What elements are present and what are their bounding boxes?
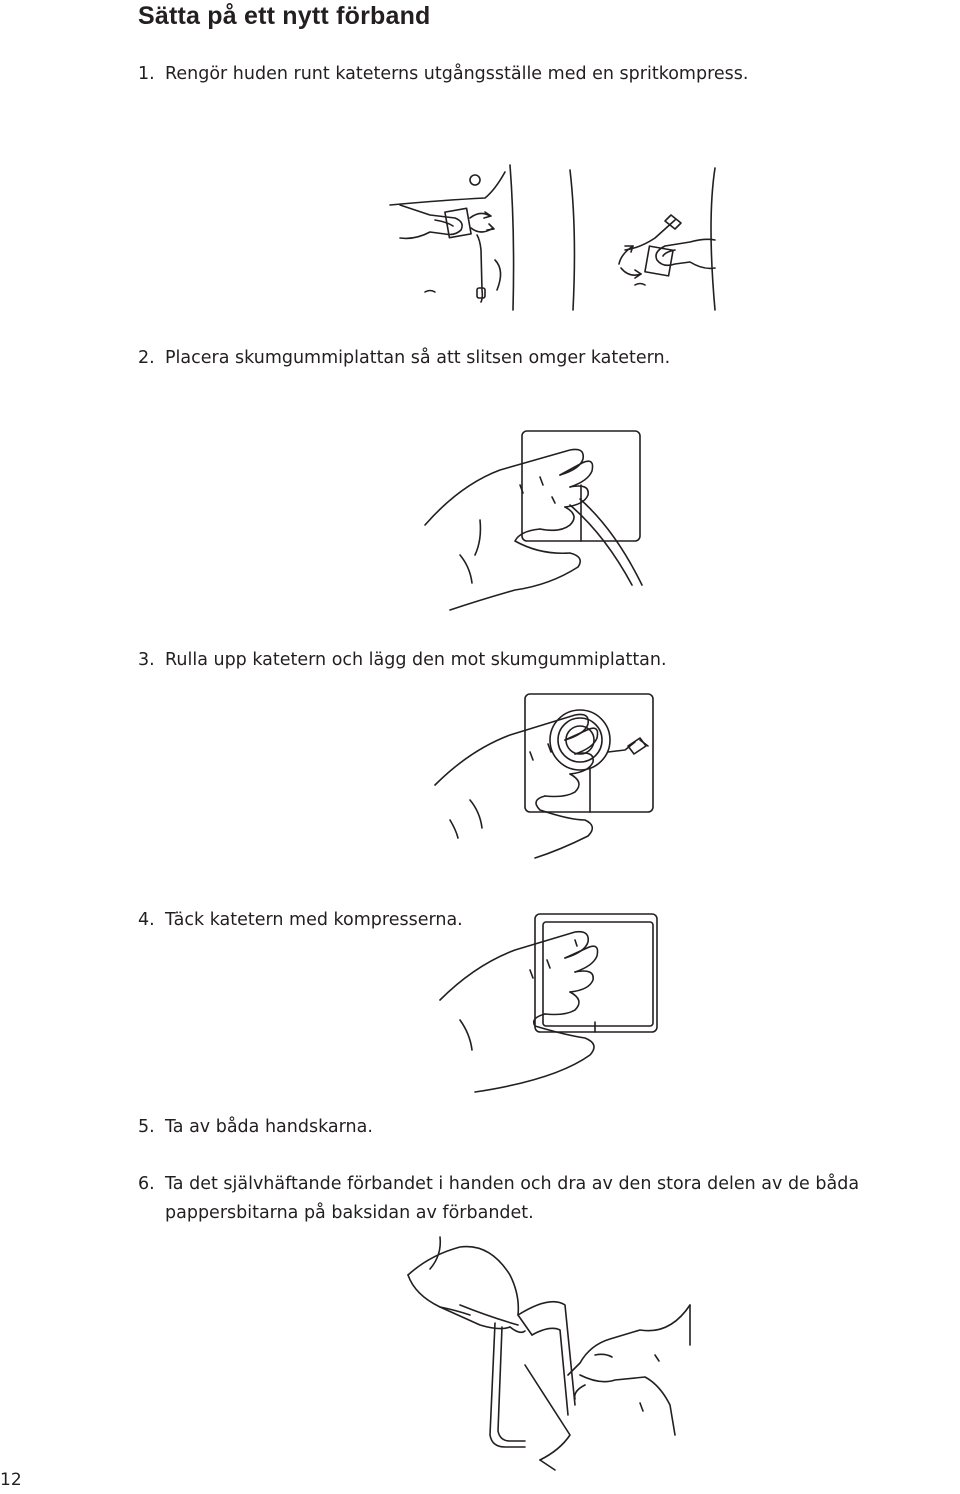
step-text: Täck katetern med kompresserna. [165,910,463,930]
adhesive-dressing-illustration [400,1235,700,1475]
step-number: 3. [138,650,155,670]
step-text: Rulla upp katetern och lägg den mot skumgummiplattan. [165,650,667,670]
page-title: Sätta på ett nytt förband [138,2,431,30]
cleaning-illustration [385,160,725,320]
page-number: 12 [0,1470,22,1490]
step-text: Ta av båda handskarna. [165,1117,373,1137]
step-text: Ta det självhäftande förbandet i handen och dra av den stora delen av de båda pappersbitarna på baksidan av förbandet. [165,1174,860,1223]
compresses-illustration [435,910,665,1100]
step-number: 5. [138,1117,155,1137]
step-3 [138,646,667,675]
step-1 [138,60,748,89]
step-number: 1. [138,64,155,84]
step-text: Rengör huden runt kateterns utgångsställe med en spritkompress. [165,64,749,84]
step-text: Placera skumgummiplattan så att slitsen omger katetern. [165,348,671,368]
step-4 [138,906,463,935]
step-number: 4. [138,910,155,930]
rolled-catheter-illustration [430,690,665,865]
step-number: 6. [138,1174,155,1194]
step-2 [138,344,670,373]
step-6 [138,1170,948,1228]
foam-plate-illustration [420,425,660,620]
step-5 [138,1113,373,1142]
step-number: 2. [138,348,155,368]
